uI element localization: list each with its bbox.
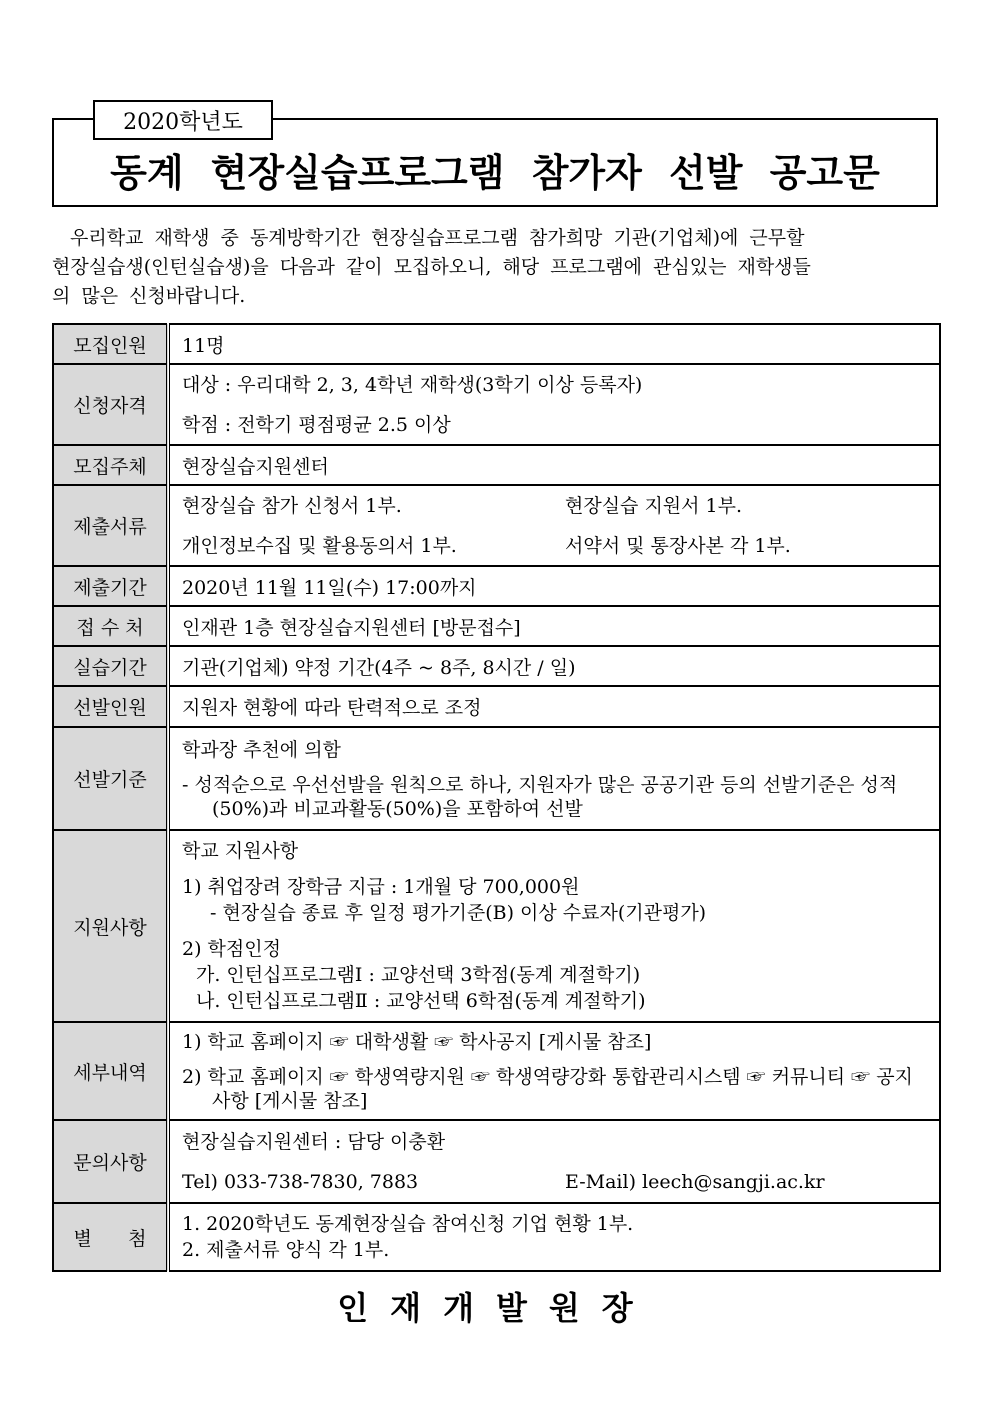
support-item-1-sub: - 현장실습 종료 후 일정 평가기준(B) 이상 수료자(기관평가) (210, 902, 707, 924)
document-item-2: 현장실습 지원서 1부. (565, 494, 743, 517)
row-documents (53, 485, 940, 566)
document-item-1: 현장실습 참가 신청서 1부. (182, 494, 402, 517)
year-tab: 2020학년도 (93, 100, 273, 140)
support-heading: 학교 지원사항 (182, 840, 299, 862)
label-eligibility: 신청자격 (53, 364, 168, 445)
row-deadline (53, 566, 940, 606)
row-eligibility (53, 364, 940, 445)
value-reception: 인재관 1층 현장실습지원센터 [방문접수] (168, 606, 940, 646)
intro-paragraph (52, 224, 942, 311)
contact-email: E-Mail) leech@sangji.ac.kr (565, 1170, 825, 1193)
page-title: 동계 현장실습프로그램 참가자 선발 공고문 (110, 150, 880, 195)
value-details (168, 1022, 940, 1120)
support-item-2b: 나. 인턴십프로그램Ⅱ : 교양선택 6학점(동계 계절학기) (196, 990, 646, 1012)
notice-table (52, 323, 941, 1272)
eligibility-gpa: 학점 : 전학기 평점평균 2.5 이상 (182, 413, 451, 436)
row-period (53, 646, 940, 686)
row-reception (53, 606, 940, 646)
value-support (168, 830, 940, 1022)
attachment-item-2: 2. 제출서류 양식 각 1부. (182, 1239, 390, 1261)
label-organizer: 모집주체 (53, 445, 168, 485)
support-item-2a: 가. 인턴십프로그램Ⅰ : 교양선택 3학점(동계 계절학기) (196, 964, 641, 986)
value-organizer: 현장실습지원센터 (168, 445, 940, 485)
row-contact (53, 1120, 940, 1203)
row-details (53, 1022, 940, 1120)
label-attachment: 별 첨 (53, 1203, 168, 1271)
label-criteria: 선발기준 (53, 727, 168, 830)
value-deadline: 2020년 11월 11일(수) 17:00까지 (168, 566, 940, 606)
label-period: 실습기간 (53, 646, 168, 686)
label-reception: 접 수 처 (53, 606, 168, 646)
contact-center: 현장실습지원센터 : 담당 이충환 (182, 1130, 446, 1153)
intro-line-3: 의 많은 신청바랍니다. (52, 285, 246, 307)
value-recruit-count: 11명 (168, 324, 940, 364)
value-attachment (168, 1203, 940, 1271)
row-selection-count (53, 686, 940, 727)
label-selection-count: 선발인원 (53, 686, 168, 727)
support-item-1: 1) 취업장려 장학금 지급 : 1개월 당 700,000원 (182, 876, 580, 898)
label-contact: 문의사항 (53, 1120, 168, 1203)
intro-line-2: 현장실습생(인턴실습생)을 다음과 같이 모집하오니, 해당 프로그램에 관심있는 재학생들 (52, 256, 811, 278)
criteria-line-1: 학과장 추천에 의함 (182, 738, 341, 761)
details-item-1: 1) 학교 홈페이지 ☞ 대학생활 ☞ 학사공지 [게시물 참조] (182, 1031, 652, 1053)
label-recruit-count: 모집인원 (53, 324, 168, 364)
eligibility-target: 대상 : 우리대학 2, 3, 4학년 재학생(3학기 이상 등록자) (182, 373, 643, 396)
attachment-item-1: 1. 2020학년도 동계현장실습 참여신청 기업 현황 1부. (182, 1213, 634, 1235)
label-documents: 제출서류 (53, 485, 168, 566)
value-selection-count: 지원자 현황에 따라 탄력적으로 조정 (168, 686, 940, 727)
value-criteria (168, 727, 940, 830)
support-item-2: 2) 학점인정 (182, 938, 281, 960)
document-item-4: 서약서 및 통장사본 각 1부. (565, 534, 791, 557)
row-attachment (53, 1203, 940, 1271)
criteria-line-2: - 성적순으로 우선선발을 원칙으로 하나, 지원자가 많은 공공기관 등의 선발기준은 성적(50%)과 비교과활동(50%)을 포함하여 선발 (182, 773, 898, 820)
value-contact (168, 1120, 940, 1203)
row-support (53, 830, 940, 1022)
details-item-2: 2) 학교 홈페이지 ☞ 학생역량지원 ☞ 학생역량강화 통합관리시스템 ☞ 커뮤니티 ☞ 공지사항 [게시물 참조] (182, 1066, 913, 1112)
label-support: 지원사항 (53, 830, 168, 1022)
value-period: 기관(기업체) 약정 기간(4주 ~ 8주, 8시간 / 일) (168, 646, 940, 686)
row-criteria (53, 727, 940, 830)
intro-line-1: 우리학교 재학생 중 동계방학기간 현장실습프로그램 참가희망 기관(기업체)에 근무할 (70, 227, 805, 249)
label-deadline: 제출기간 (53, 566, 168, 606)
row-organizer (53, 445, 940, 485)
value-documents (168, 485, 940, 566)
issuer-signature: 인재개발원장 (337, 1289, 655, 1327)
contact-tel: Tel) 033-738-7830, 7883 (182, 1170, 419, 1193)
document-item-3: 개인정보수집 및 활용동의서 1부. (182, 534, 457, 557)
value-eligibility (168, 364, 940, 445)
label-details: 세부내역 (53, 1022, 168, 1120)
row-recruit-count (53, 324, 940, 364)
